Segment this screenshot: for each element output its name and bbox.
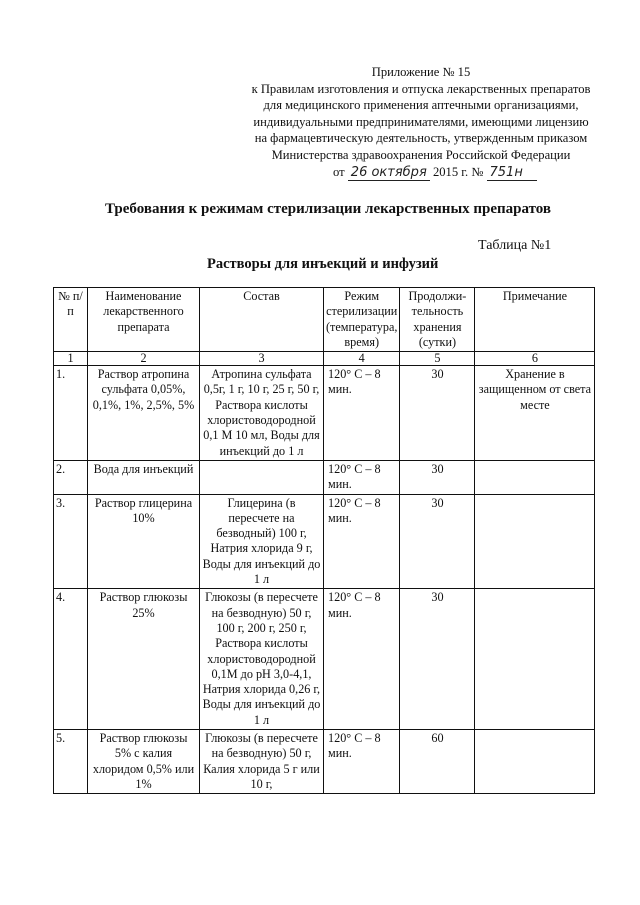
handwritten-date: 26 октября <box>348 165 430 181</box>
annex-header <box>232 64 610 164</box>
table-number: Таблица №1 <box>478 238 552 253</box>
storage-days: 30 <box>400 460 475 494</box>
storage-days: 30 <box>400 366 475 461</box>
handwritten-order-number: 751н <box>487 165 537 181</box>
row-number: 5. <box>54 730 88 794</box>
column-header: Режим стерилизации (температура, время) <box>324 288 400 352</box>
date-prefix: от <box>333 165 345 179</box>
drug-name: Раствор атропина сульфата 0,05%, 0,1%, 1%, 2,5%, 5% <box>88 366 200 461</box>
storage-days: 30 <box>400 589 475 730</box>
column-header: Примечание <box>475 288 595 352</box>
note <box>475 589 595 730</box>
header-row <box>54 288 595 352</box>
row-number: 4. <box>54 589 88 730</box>
drug-name: Раствор глицерина 10% <box>88 494 200 589</box>
column-header: Наименование лекарственного препарата <box>88 288 200 352</box>
sterilization-regime: 120° С – 8 мин. <box>324 730 400 794</box>
row-number: 3. <box>54 494 88 589</box>
column-number: 1 <box>54 352 88 366</box>
drug-name: Вода для инъекций <box>88 460 200 494</box>
table-row <box>54 366 595 461</box>
sterilization-regime: 120° С – 8 мин. <box>324 366 400 461</box>
sterilization-regime: 120° С – 8 мин. <box>324 460 400 494</box>
annex-line: к Правилам изготовления и отпуска лекарственных препаратов <box>251 81 591 96</box>
column-number: 4 <box>324 352 400 366</box>
column-number: 5 <box>400 352 475 366</box>
drug-name: Раствор глюкозы 25% <box>88 589 200 730</box>
table-row <box>54 589 595 730</box>
annex-line: Министерства здравоохранения Российской Федерации <box>271 147 571 162</box>
column-header: Состав <box>200 288 324 352</box>
note <box>475 730 595 794</box>
table-row <box>54 460 595 494</box>
composition: Глицерина (в пересчете на безводный) 100 г, Натрия хлорида 9 г, Воды для инъекций до 1 л <box>200 494 324 589</box>
composition <box>200 460 324 494</box>
storage-days: 60 <box>400 730 475 794</box>
note: Хранение в защищенном от света месте <box>475 366 595 461</box>
date-suffix: 2015 г. № <box>432 165 484 179</box>
sterilization-regime: 120° С – 8 мин. <box>324 589 400 730</box>
composition: Атропина сульфата 0,5г, 1 г, 10 г, 25 г, 50 г, Раствора кислоты хлористоводородной 0,1 М 10 мл, Воды для инъекций до 1 л <box>200 366 324 461</box>
column-number: 6 <box>475 352 595 366</box>
order-date-line <box>333 165 537 181</box>
table-title: Растворы для инъекций и инфузий <box>207 256 439 272</box>
annex-line: на фармацевтическую деятельность, утвержденным приказом <box>254 131 588 146</box>
table-row <box>54 494 595 589</box>
note <box>475 494 595 589</box>
column-number: 3 <box>200 352 324 366</box>
storage-days: 30 <box>400 494 475 589</box>
row-number: 1. <box>54 366 88 461</box>
document-title: Требования к режимам стерилизации лекарственных препаратов <box>105 201 552 217</box>
composition: Глюкозы (в пересчете на безводную) 50 г, 100 г, 200 г, 250 г, Раствора кислоты хлористоводородной 0,1М до рН 3,0-4,1, Натрия хлорида 0,26 г, Воды для инъекций до 1 л <box>200 589 324 730</box>
sterilization-table <box>53 287 595 794</box>
column-number: 2 <box>88 352 200 366</box>
composition: Глюкозы (в пересчете на безводную) 50 г, Калия хлорида 5 г или 10 г, <box>200 730 324 794</box>
annex-line: индивидуальными предпринимателями, имеющими лицензию <box>253 114 589 129</box>
table-row <box>54 730 595 794</box>
row-number: 2. <box>54 460 88 494</box>
drug-name: Раствор глюкозы 5% с калия хлоридом 0,5% или 1% <box>88 730 200 794</box>
annex-line: для медицинского применения аптечными организациями, <box>263 98 579 113</box>
annex-line: Приложение № 15 <box>371 65 471 79</box>
column-header: № п/п <box>54 288 88 352</box>
column-header: Продолжи-тельность хранения (сутки) <box>400 288 475 352</box>
sterilization-regime: 120° С – 8 мин. <box>324 494 400 589</box>
column-number-row <box>54 352 595 366</box>
note <box>475 460 595 494</box>
